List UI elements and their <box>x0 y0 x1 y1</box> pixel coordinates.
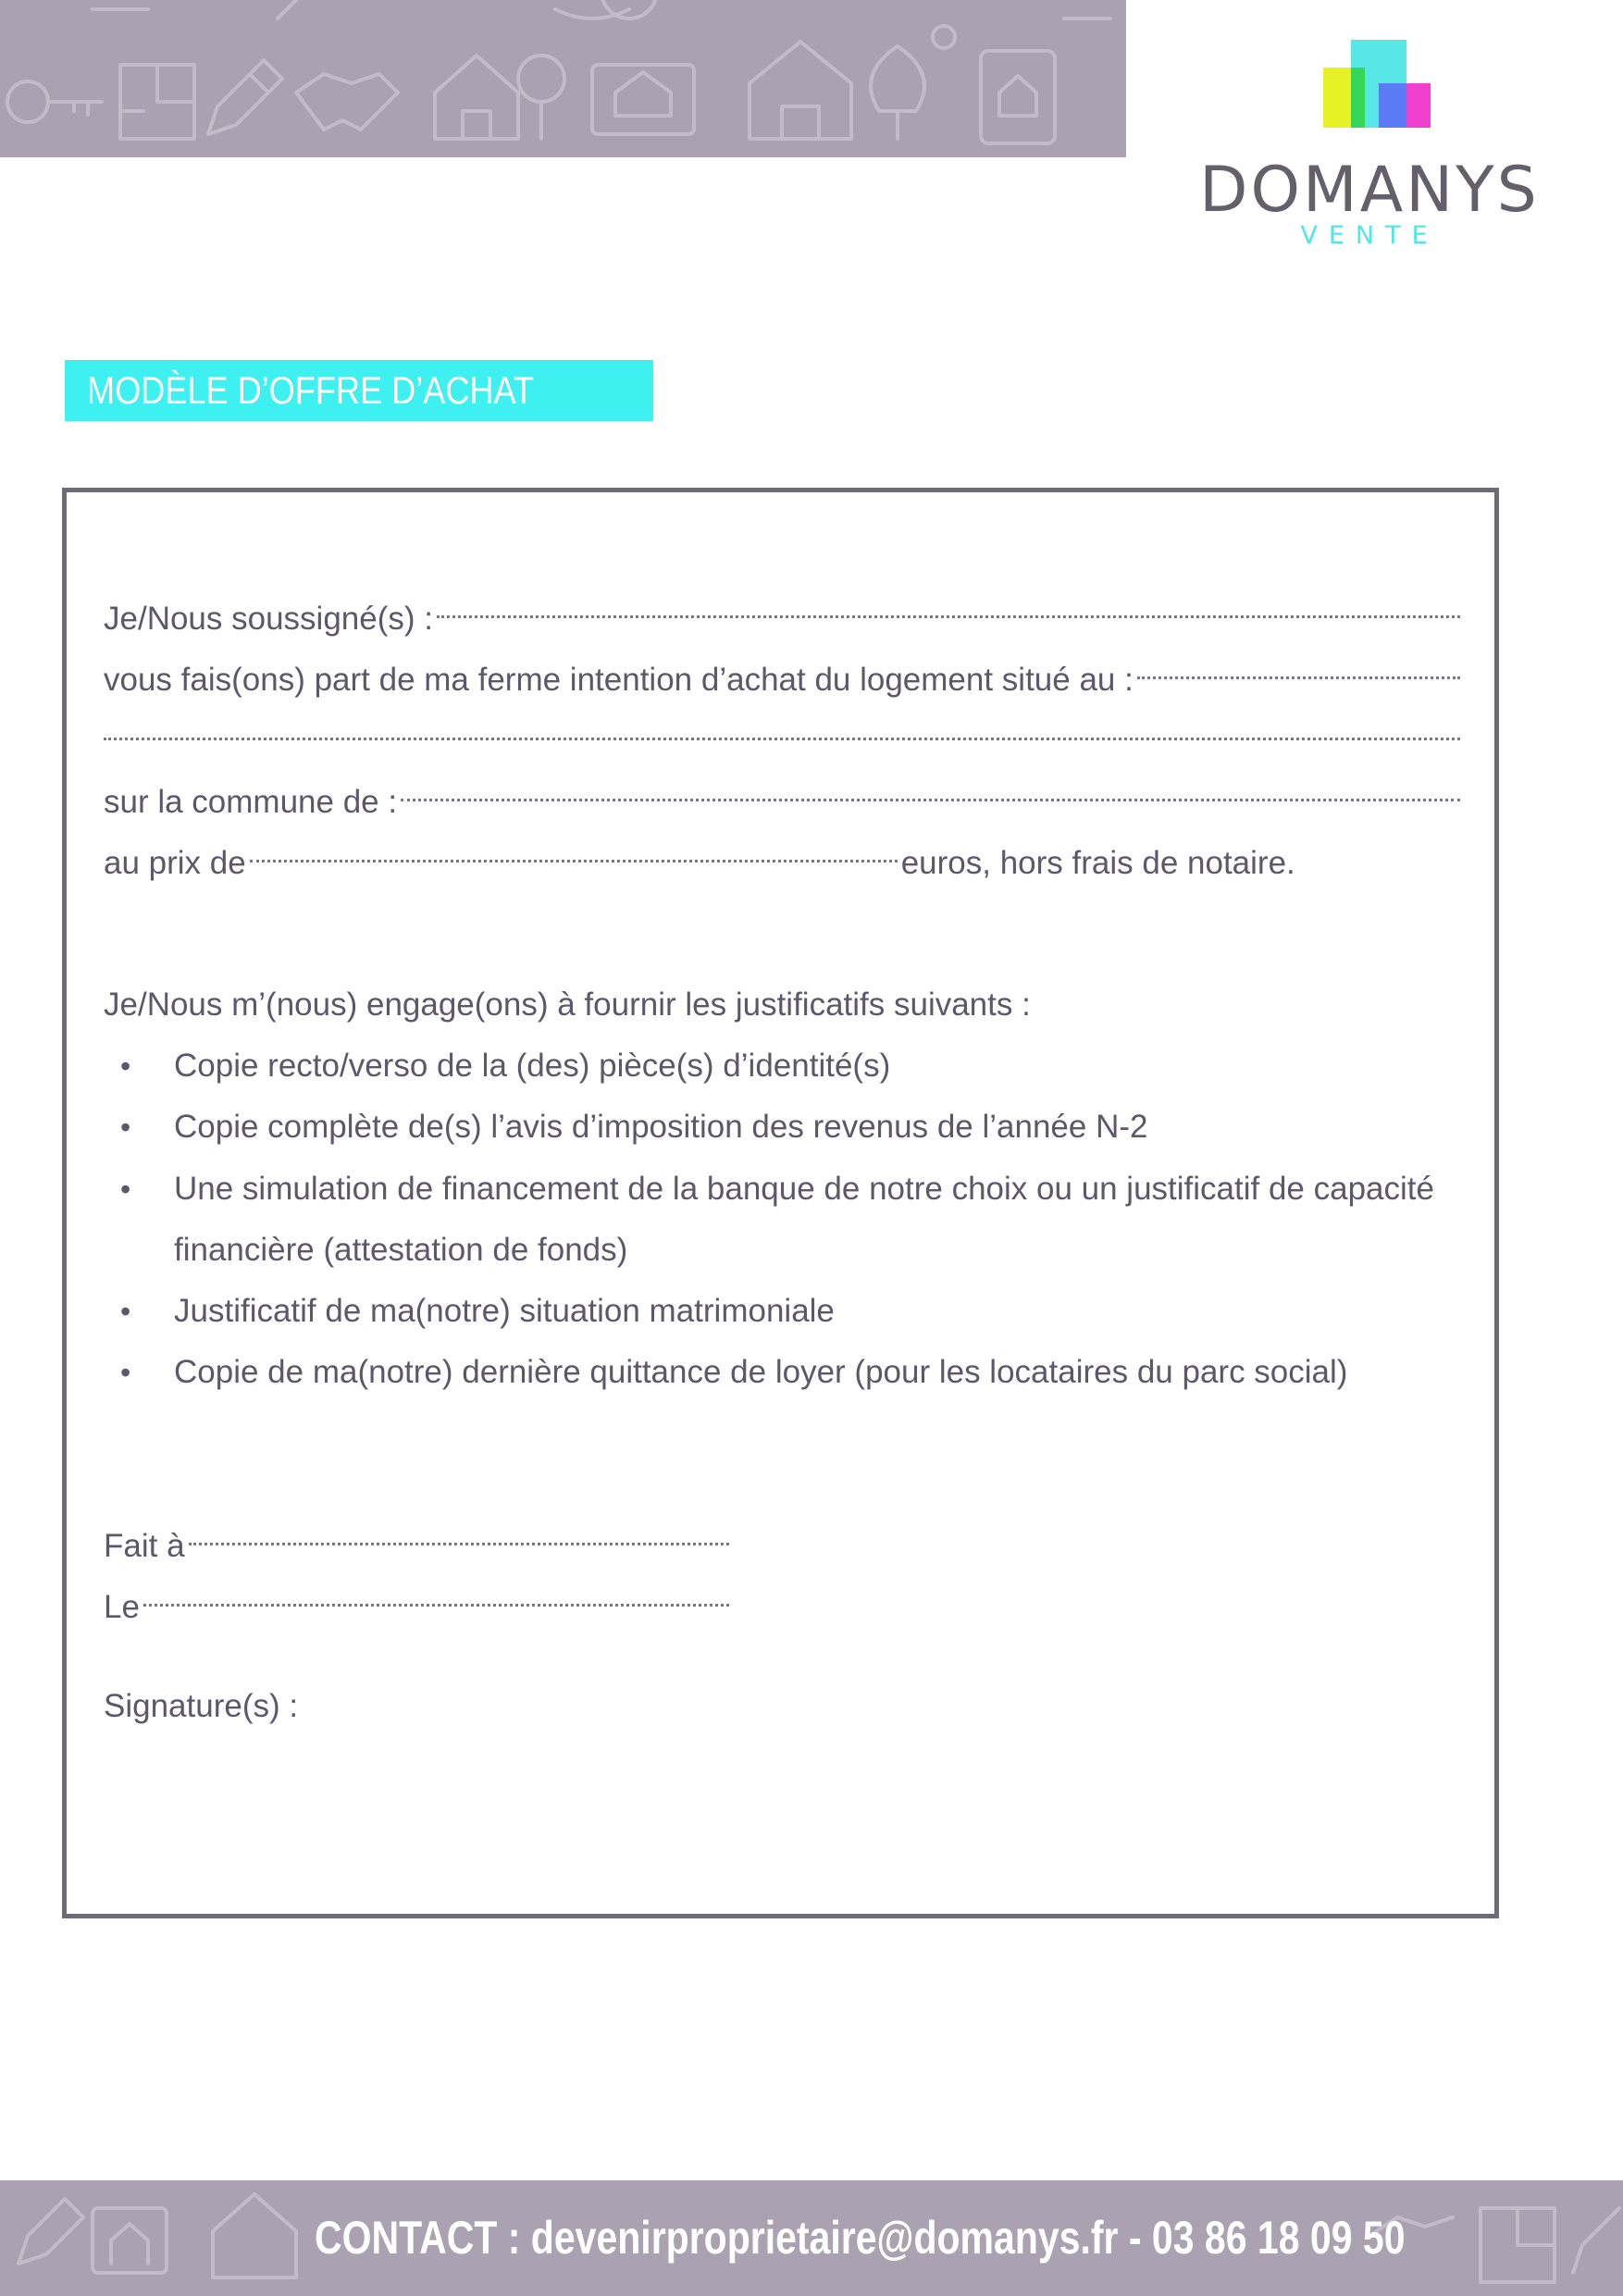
engagement-text: Je/Nous m’(nous) engage(ons) à fournir les justificatifs suivants : <box>104 987 1031 1023</box>
brand-sub: VENTE <box>1300 221 1439 250</box>
signatories-field[interactable] <box>437 581 1460 629</box>
line-price <box>104 825 1464 881</box>
list-item-text: Une simulation de financement de la banque de notre choix ou un justificatif de capacité financière (attestation de fonds) <box>174 1171 1434 1268</box>
date-label: Le <box>104 1589 140 1625</box>
property-label: vous fais(ons) part de ma ferme intention d’achat du logement situé au : <box>104 662 1134 698</box>
bullet-icon: • <box>120 1173 131 1206</box>
price-field[interactable] <box>250 825 898 874</box>
bullet-icon: • <box>120 1049 131 1083</box>
contact-info: CONTACT : devenirproprietaire@domanys.fr - 03 86 18 09 50 <box>315 2212 1406 2264</box>
line-signature <box>104 1682 1464 1731</box>
line-commune <box>104 764 1464 820</box>
line-engagement <box>104 981 1464 1029</box>
line-signatories <box>104 581 1464 637</box>
header-banner <box>0 0 1126 157</box>
place-field[interactable] <box>189 1508 729 1557</box>
buildings-logo-icon <box>1305 35 1453 137</box>
line-date <box>104 1570 733 1625</box>
domanys-logo <box>1175 35 1582 257</box>
price-label: au prix de <box>104 845 246 881</box>
line-property <box>104 642 1464 698</box>
signature-label: Signature(s) : <box>104 1688 299 1724</box>
date-field[interactable] <box>143 1570 729 1618</box>
place-label: Fait à <box>104 1528 185 1564</box>
signature-area[interactable] <box>104 1742 1464 1880</box>
offer-form <box>62 488 1499 1918</box>
line-place <box>104 1508 733 1564</box>
property-address-field[interactable] <box>1137 642 1460 690</box>
line-property-continued <box>104 703 1464 751</box>
bullet-icon: • <box>120 1356 131 1389</box>
list-item-text: Copie de ma(notre) dernière quittance de loyer (pour les locataires du parc social) <box>174 1354 1348 1390</box>
property-address-field-2[interactable] <box>104 703 1460 751</box>
bullet-icon: • <box>120 1295 131 1328</box>
document-title: MODÈLE D’OFFRE D’ACHAT <box>87 368 534 412</box>
price-suffix: euros, hors frais de notaire. <box>900 845 1295 881</box>
housing-pattern-icon <box>0 0 1126 157</box>
brand-name: DOMANYS <box>1199 154 1540 227</box>
commune-field[interactable] <box>401 764 1460 813</box>
commune-label: sur la commune de : <box>104 784 398 820</box>
footer-banner <box>0 2180 1623 2296</box>
document-title-bar <box>65 360 653 421</box>
list-item-text: Justificatif de ma(notre) situation matrimoniale <box>174 1293 835 1329</box>
list-item-text: Copie complète de(s) l’avis d’imposition des revenus de l’année N-2 <box>174 1109 1148 1145</box>
list-item-text: Copie recto/verso de la (des) pièce(s) d’identité(s) <box>174 1048 891 1084</box>
bullet-icon: • <box>120 1111 131 1144</box>
signatories-label: Je/Nous soussigné(s) : <box>104 601 433 637</box>
